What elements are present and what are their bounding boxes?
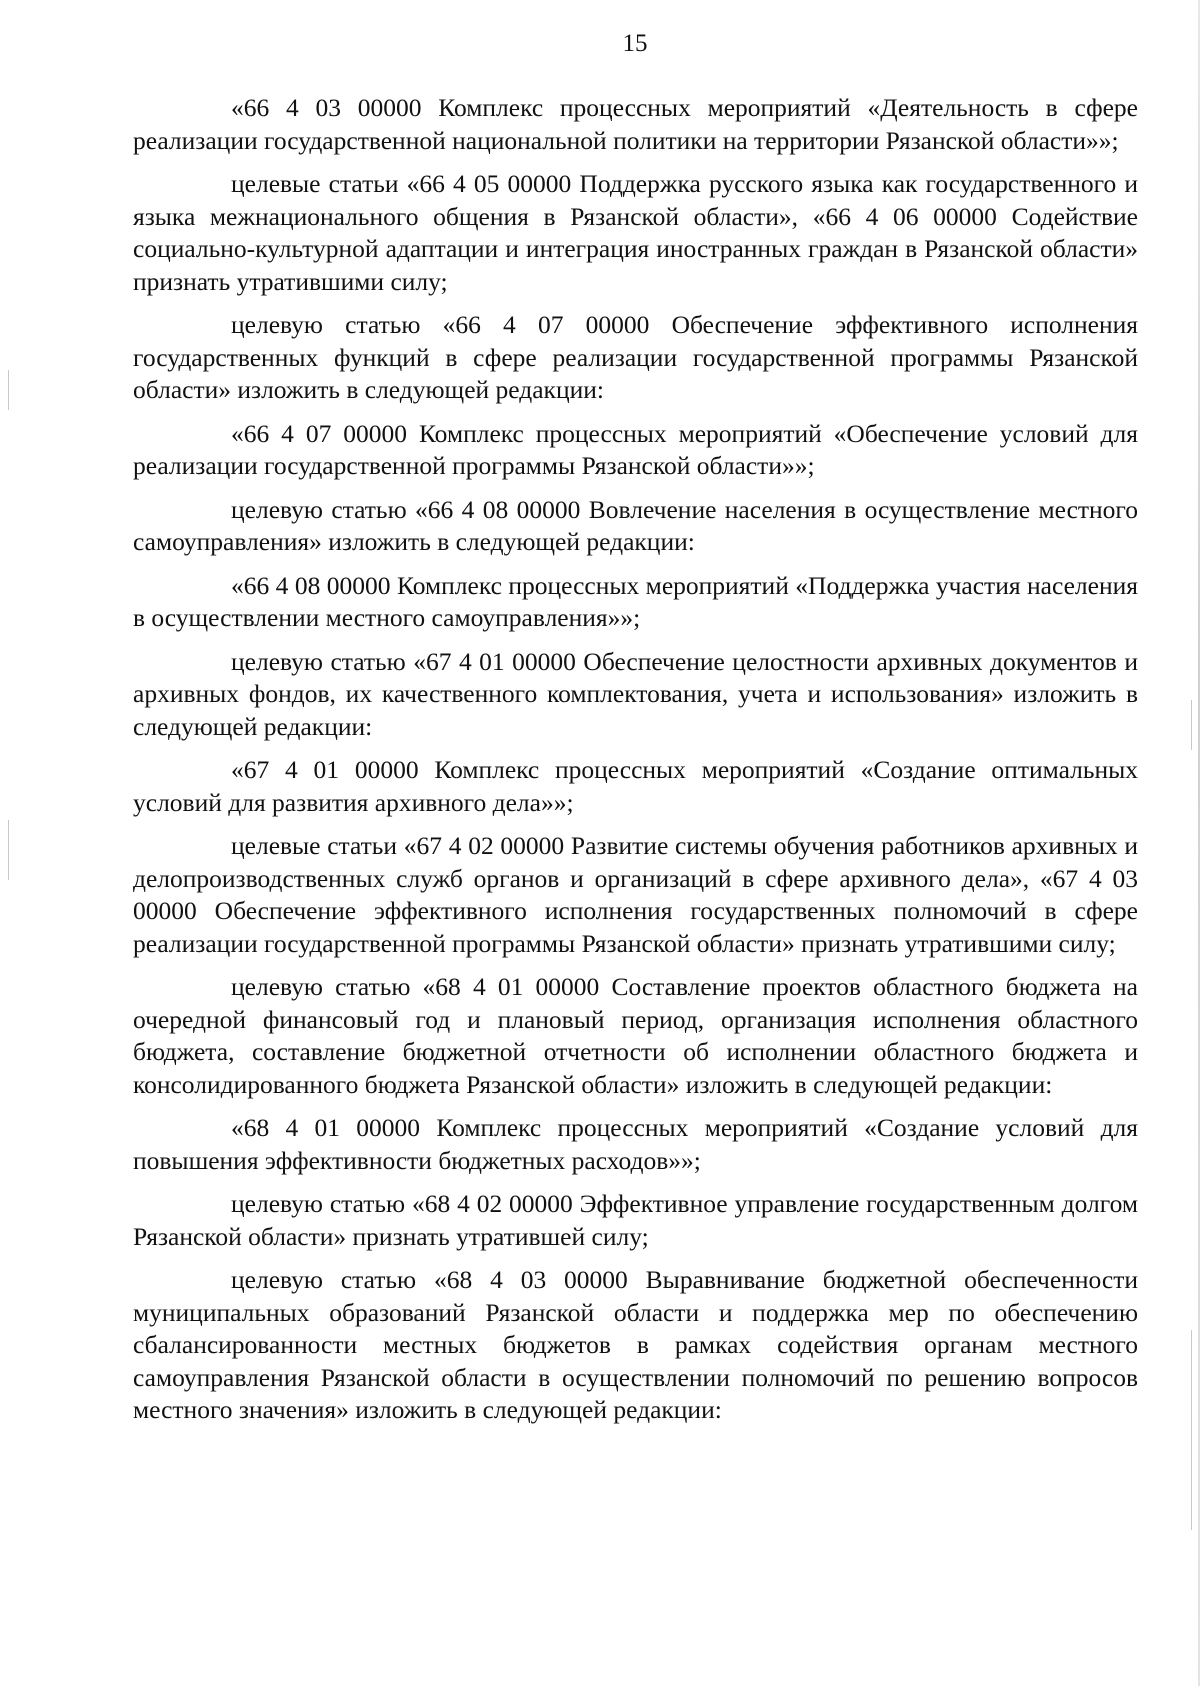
paragraph: целевую статью «67 4 01 00000 Обеспечение целостности архивных документов и архивных фондов, их качественного комплектования, учета и использования» изложить в следующей редакции:: [133, 646, 1138, 741]
scan-artifact: [1191, 700, 1192, 750]
paragraph: целевую статью «68 4 03 00000 Выравнивание бюджетной обеспеченности муниципальных образований Рязанской области и поддержка мер по обеспечению сбалансированности местных бюджетов в рамках содействия органам местного самоуправления Рязанской области в осуществлении полномочий по решению вопросов местного значения» изложить в следующей редакции:: [133, 1265, 1138, 1424]
paragraph: целевые статьи «66 4 05 00000 Поддержка русского языка как государственного и языка межнационального общения в Рязанской области», «66 4 06 00000 Содействие социально-культурной адаптации и интеграция иностранных граждан в Рязанской области» признать утратившими силу;: [133, 169, 1138, 296]
scan-artifact: [8, 820, 9, 880]
paragraph: целевые статьи «67 4 02 00000 Развитие системы обучения работников архивных и делопроизводственных служб органов и организаций в сфере архивного дела», «67 4 03 00000 Обеспечение эффективного исполнения государственных полномочий в сфере реализации государственной программы Рязанской области» признать утратившими силу;: [133, 831, 1138, 958]
paragraph: «68 4 01 00000 Комплекс процессных мероприятий «Создание условий для повышения эффективности бюджетных расходов»»;: [133, 1113, 1138, 1175]
paragraph: целевую статью «68 4 01 00000 Составление проектов областного бюджета на очередной финансовый год и плановый период, организация исполнения областного бюджета, составление бюджетной отчетности об исполнении областного бюджета и консолидированного бюджета Рязанской области» изложить в следующей редакции:: [133, 972, 1138, 1099]
paragraph: целевую статью «66 4 08 00000 Вовлечение населения в осуществление местного самоуправления» изложить в следующей редакции:: [133, 494, 1138, 556]
scan-artifact: [8, 370, 9, 410]
paragraph: целевую статью «68 4 02 00000 Эффективное управление государственным долгом Рязанской области» признать утратившей силу;: [133, 1189, 1138, 1251]
paragraph: «67 4 01 00000 Комплекс процессных мероприятий «Создание оптимальных условий для развития архивного дела»»;: [133, 755, 1138, 817]
paragraph: «66 4 03 00000 Комплекс процессных мероприятий «Деятельность в сфере реализации государственной национальной политики на территории Рязанской области»»;: [133, 93, 1138, 155]
document-body: [133, 92, 1138, 1438]
scan-artifact: [1191, 1330, 1192, 1530]
paragraph: «66 4 08 00000 Комплекс процессных мероприятий «Поддержка участия населения в осуществлении местного самоуправления»»;: [133, 570, 1138, 632]
page-number: 15: [622, 30, 648, 57]
paragraph: «66 4 07 00000 Комплекс процессных мероприятий «Обеспечение условий для реализации государственной программы Рязанской области»»;: [133, 418, 1138, 480]
paragraph: целевую статью «66 4 07 00000 Обеспечение эффективного исполнения государственных функций в сфере реализации государственной программы Рязанской области» изложить в следующей редакции:: [133, 310, 1138, 404]
